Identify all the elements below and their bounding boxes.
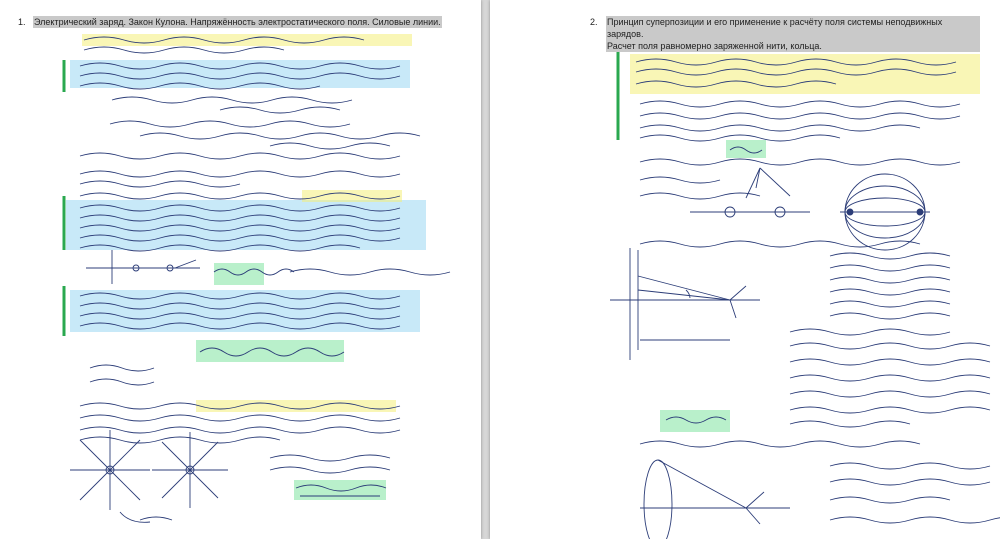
handwriting-strokes [636, 59, 1000, 523]
document-page-right [490, 0, 1000, 539]
heading-number: 2. [590, 17, 598, 27]
handwritten-notes-left [0, 0, 481, 539]
charged-ring-diagram [640, 460, 790, 539]
handwritten-notes-right [490, 0, 1000, 539]
heading-line: Расчет поля равномерно заряженной нити, кольца. [607, 41, 822, 51]
highlight-box [294, 480, 386, 500]
handwriting-strokes [80, 37, 450, 496]
handwriting-strokes [140, 517, 172, 520]
superposition-vector-diagram [690, 168, 810, 217]
highlight-box [214, 263, 264, 285]
dipole-field-diagram [840, 174, 930, 250]
document-page-left [0, 0, 481, 539]
coordinate-axes-sketch [86, 250, 200, 284]
heading-line: Принцип суперпозиции и его применение к расчёту поля системы неподвижных зарядов. [607, 17, 943, 39]
highlight-band [66, 200, 426, 250]
annotation-arrow [120, 512, 150, 522]
highlight-box [660, 410, 730, 432]
field-lines-positive-diagram [70, 430, 150, 510]
highlight-band [196, 400, 396, 412]
highlight-band [302, 190, 402, 202]
field-lines-negative-diagram [152, 432, 228, 508]
heading-number: 1. [18, 17, 26, 27]
highlight-band [70, 60, 410, 88]
heading-text: Электрический заряд. Закон Кулона. Напряжённость электростатического поля. Силовые линии. [34, 17, 441, 27]
charged-thread-diagram [610, 248, 760, 360]
